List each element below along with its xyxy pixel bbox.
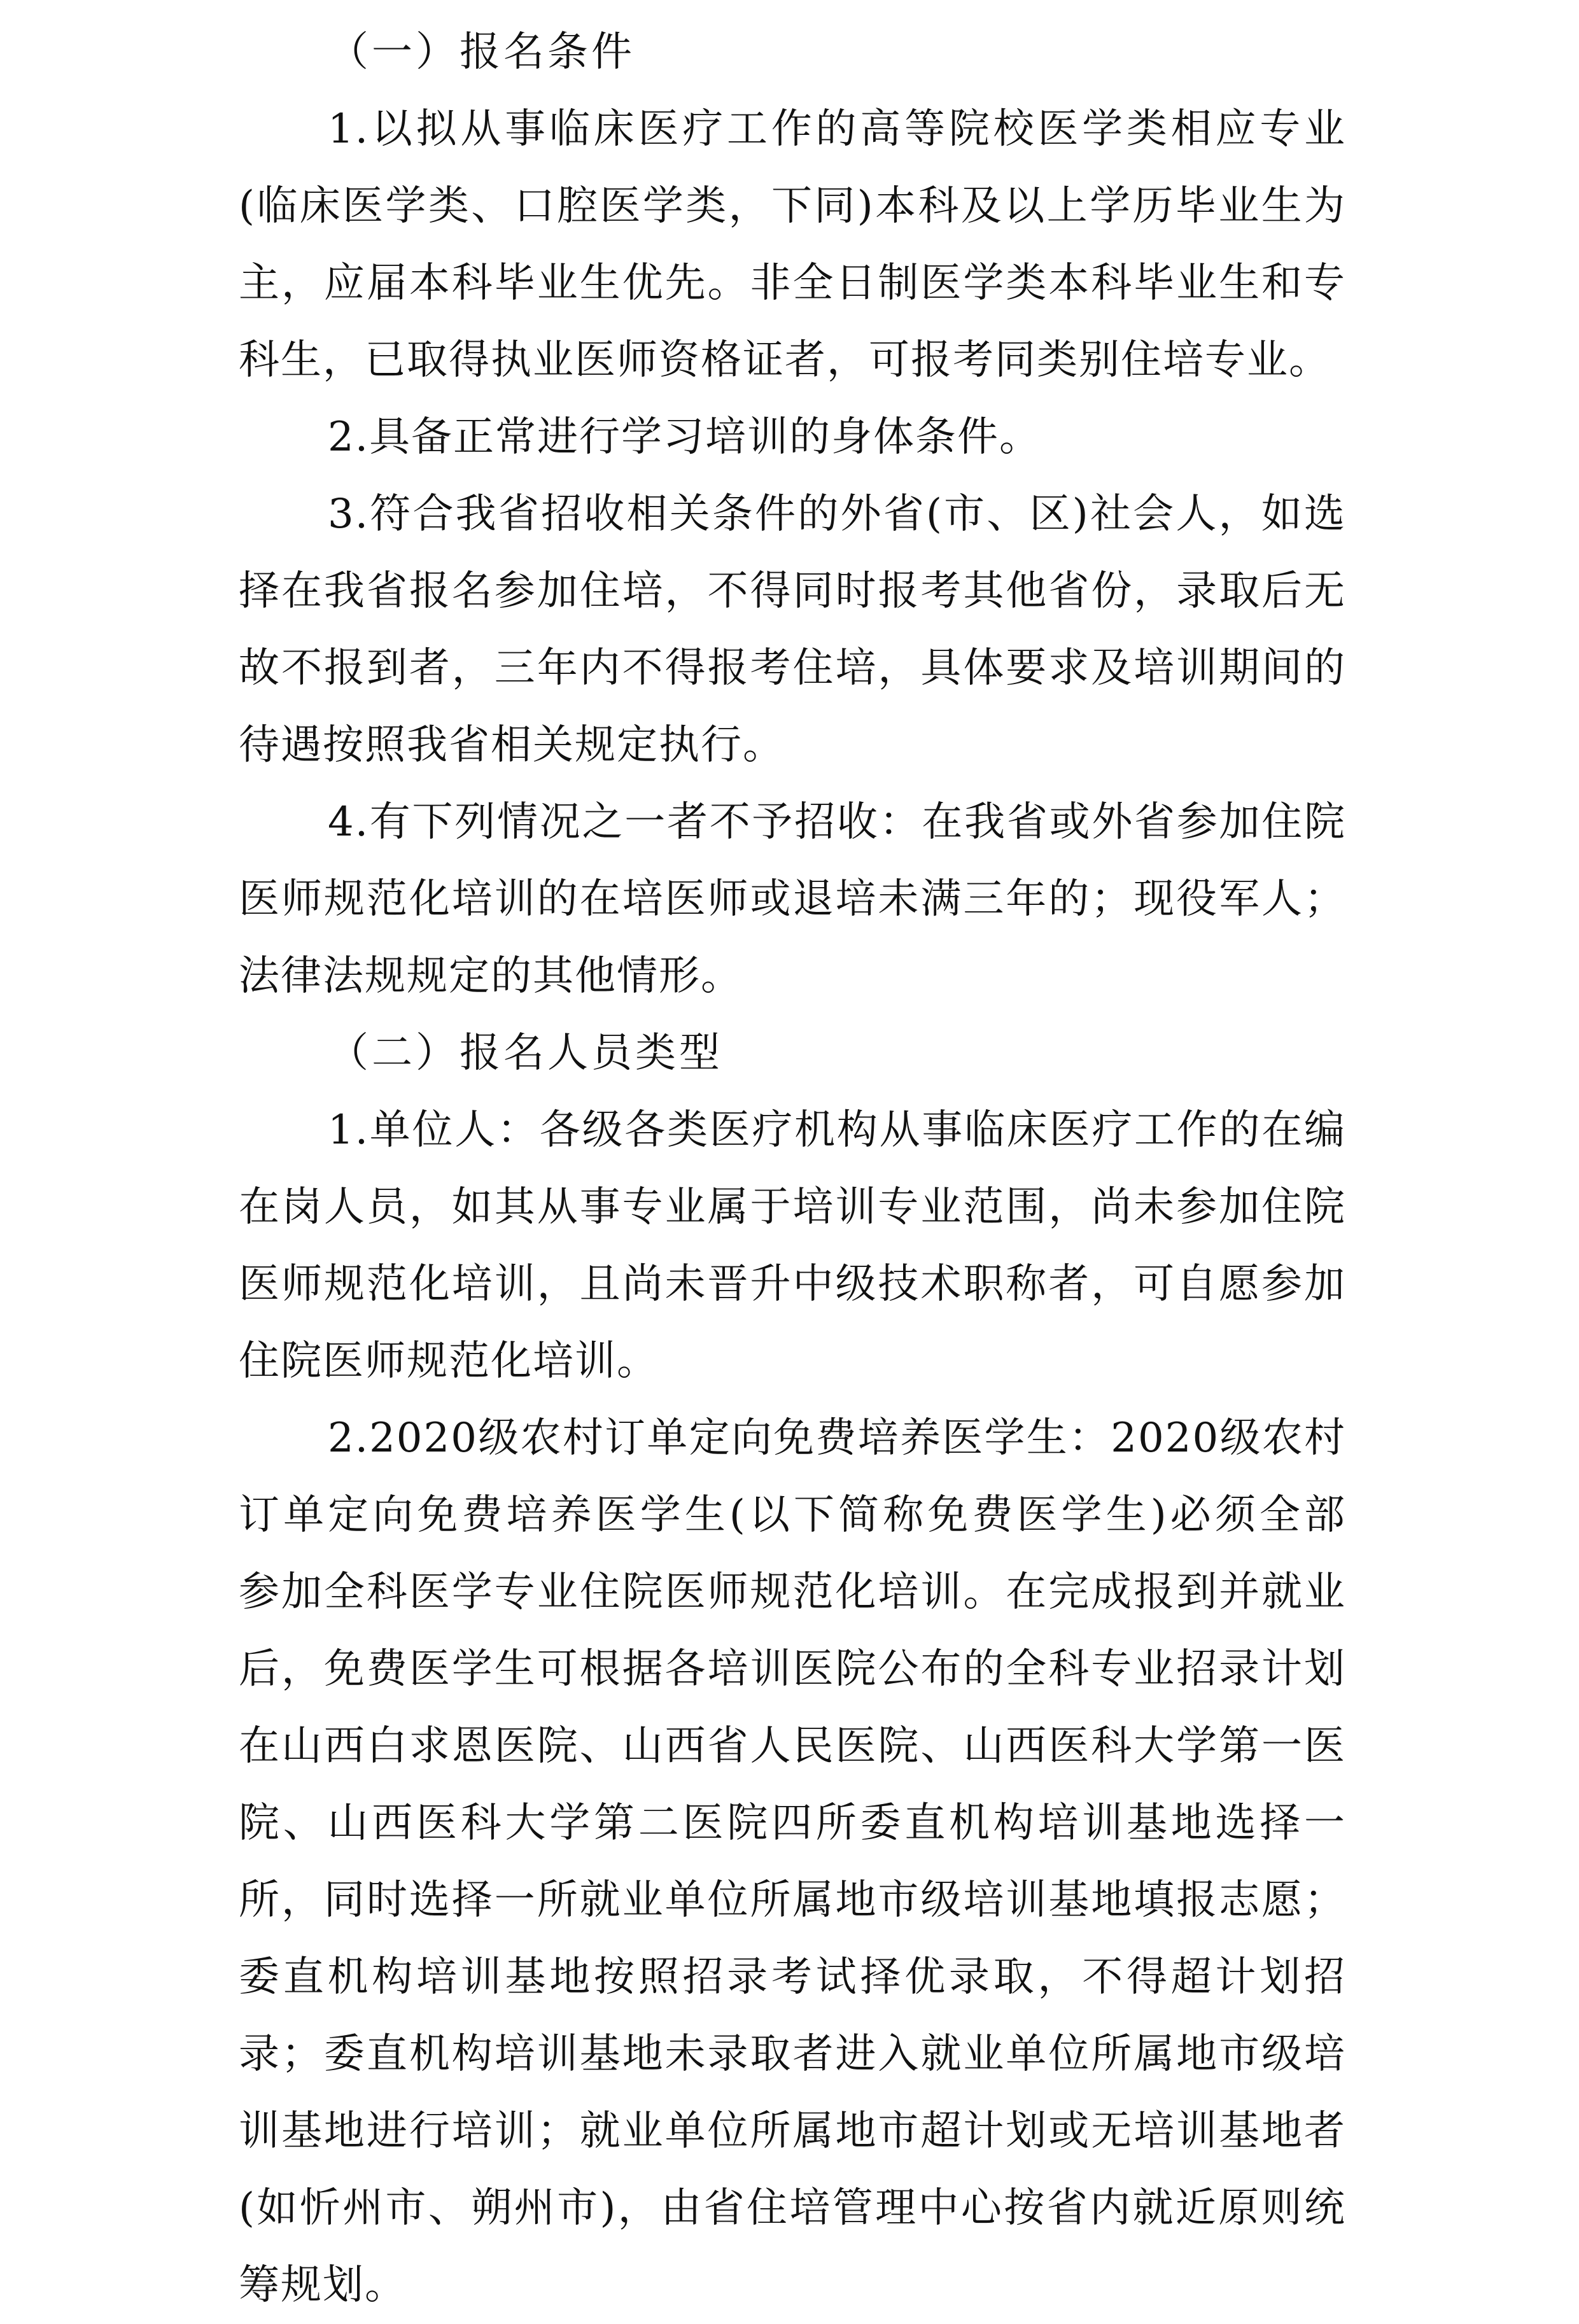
paragraph-line: 院、山西医科大学第二医院四所委直机构培训基地选择一 (239, 1800, 1346, 1847)
paragraph-line: 训基地进行培训；就业单位所属地市超计划或无培训基地者 (239, 2108, 1346, 2155)
paragraph-line: 住院医师规范化培训。 (239, 1338, 659, 1385)
paragraph-line: 医师规范化培训，且尚未晋升中级技术职称者，可自愿参加 (239, 1261, 1346, 1308)
paragraph-line: 在山西白求恩医院、山西省人民医院、山西医科大学第一医 (239, 1723, 1346, 1770)
section-heading-registration-conditions: （一）报名条件 (328, 29, 635, 76)
paragraph-condition-2 (239, 399, 1346, 476)
paragraph-line: 待遇按照我省相关规定执行。 (239, 722, 785, 769)
section-heading-applicant-types: （二）报名人员类型 (328, 1030, 723, 1077)
paragraph-line: 筹规划。 (239, 2262, 407, 2309)
paragraph-line: 4.有下列情况之一者不予招收：在我省或外省参加住院 (328, 799, 1346, 846)
document-body (239, 14, 1346, 2324)
paragraph-line: 2.具备正常进行学习培训的身体条件。 (328, 414, 1042, 461)
paragraph-line: 医师规范化培训的在培医师或退培未满三年的；现役军人； (239, 876, 1346, 923)
paragraph-line: (如忻州市、朔州市)，由省住培管理中心按省内就近原则统 (239, 2185, 1346, 2232)
paragraph-applicant-type-1 (239, 1092, 1346, 1400)
paragraph-line: 3.符合我省招收相关条件的外省(市、区)社会人，如选 (328, 491, 1346, 538)
paragraph-line: 故不报到者，三年内不得报考住培，具体要求及培训期间的 (239, 645, 1346, 692)
paragraph-condition-1 (239, 91, 1346, 399)
paragraph-line: 后，免费医学生可根据各培训医院公布的全科专业招录计划 (239, 1646, 1346, 1693)
paragraph-line: 择在我省报名参加住培，不得同时报考其他省份，录取后无 (239, 568, 1346, 615)
paragraph-line: 2.2020级农村订单定向免费培养医学生：2020级农村 (328, 1415, 1346, 1462)
paragraph-line: 参加全科医学专业住院医师规范化培训。在完成报到并就业 (239, 1569, 1346, 1616)
paragraph-line: 在岗人员，如其从事专业属于培训专业范围，尚未参加住院 (239, 1184, 1346, 1231)
paragraph-line: 1.单位人：各级各类医疗机构从事临床医疗工作的在编 (328, 1107, 1346, 1154)
paragraph-line: 所，同时选择一所就业单位所属地市级培训基地填报志愿； (239, 1877, 1346, 1924)
paragraph-line: (临床医学类、口腔医学类，下同)本科及以上学历毕业生为 (239, 183, 1346, 230)
paragraph-line: 1.以拟从事临床医疗工作的高等院校医学类相应专业 (328, 106, 1346, 153)
paragraph-line: 委直机构培训基地按照招录考试择优录取，不得超计划招 (239, 1954, 1346, 2001)
paragraph-line: 科生，已取得执业医师资格证者，可报考同类别住培专业。 (239, 337, 1331, 384)
paragraph-line: 法律法规规定的其他情形。 (239, 953, 743, 1000)
paragraph-line: 录；委直机构培训基地未录取者进入就业单位所属地市级培 (239, 2031, 1346, 2078)
paragraph-line: 主，应届本科毕业生优先。非全日制医学类本科毕业生和专 (239, 260, 1346, 307)
paragraph-line: 订单定向免费培养医学生(以下简称免费医学生)必须全部 (239, 1492, 1346, 1539)
paragraph-applicant-type-2 (239, 1400, 1346, 2324)
paragraph-condition-4 (239, 784, 1346, 1015)
paragraph-condition-3 (239, 476, 1346, 784)
